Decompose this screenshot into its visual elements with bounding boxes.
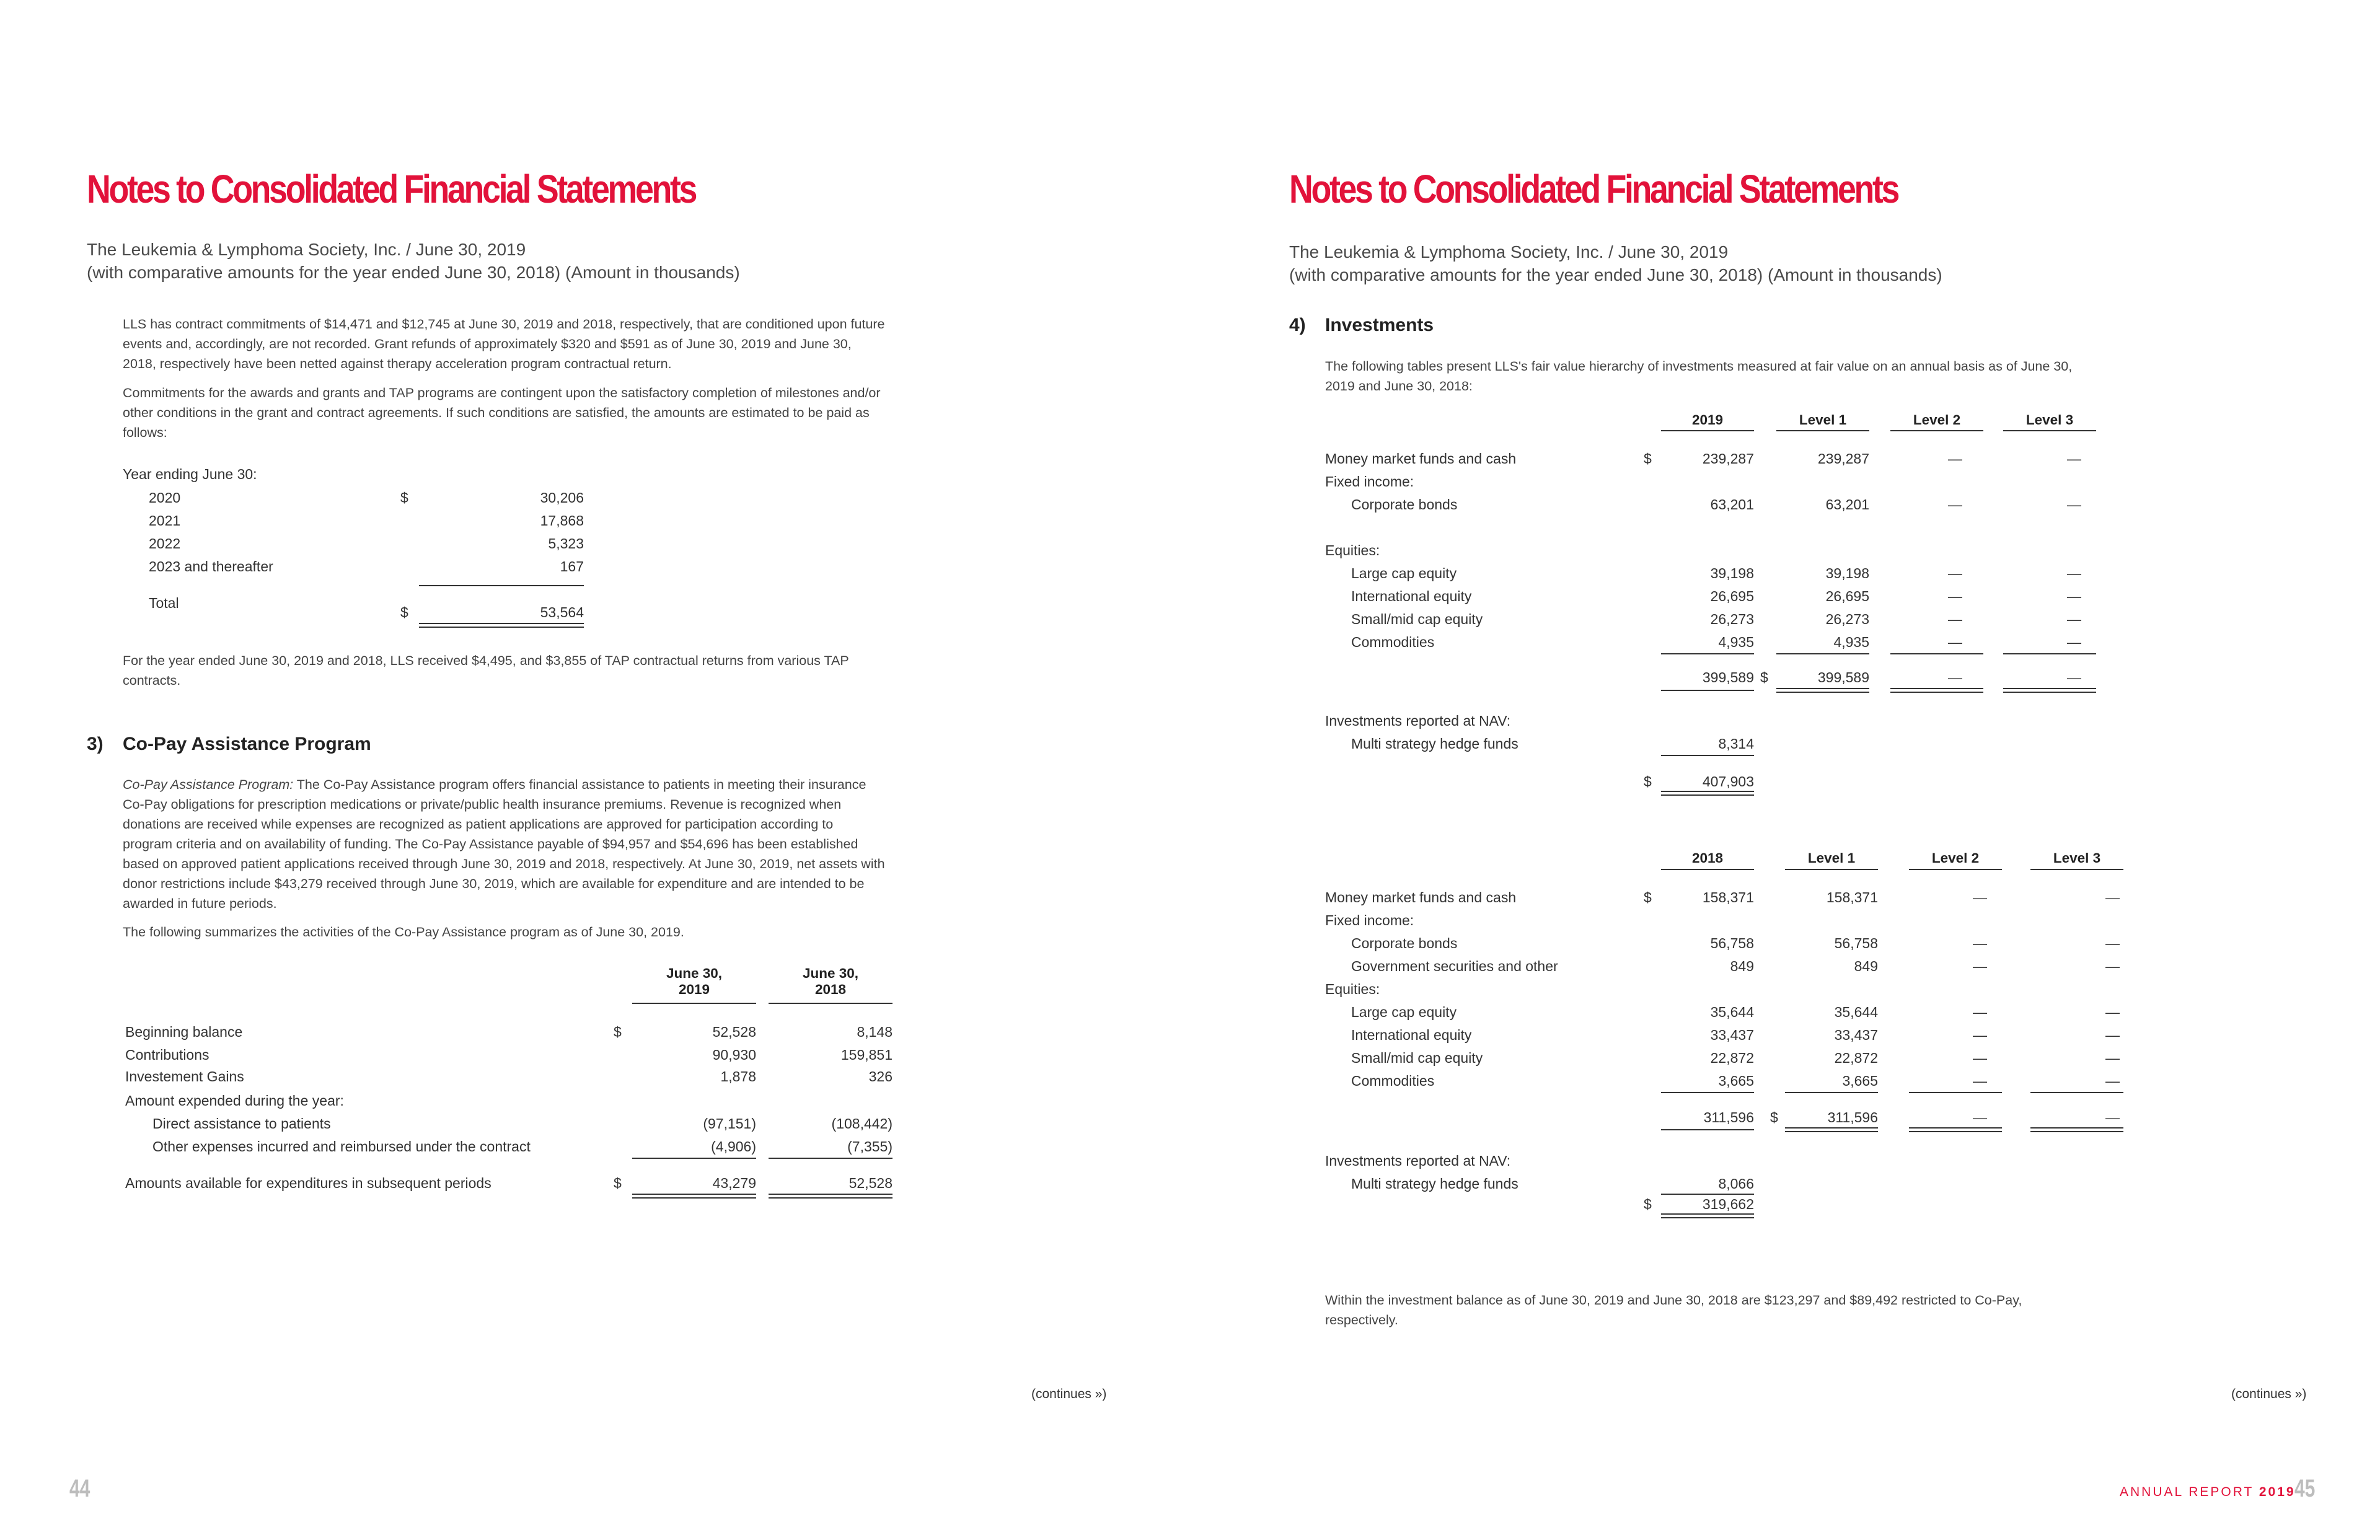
inv-value-level2: — (1973, 1004, 1987, 1020)
copay-row-label: Beginning balance (125, 1024, 243, 1040)
inv-row-label: International equity (1351, 588, 1472, 604)
inv-value-total: 849 (1730, 958, 1754, 974)
col-header-line: 2019 (678, 982, 710, 997)
inv-value-level1: 3,665 (1842, 1073, 1878, 1089)
schedule-row-label: 2021 (149, 513, 181, 529)
copay-total-2018: 52,528 (848, 1175, 892, 1191)
dollar-sign: $ (1770, 1109, 1778, 1125)
header-rule (1661, 430, 1754, 431)
double-rule (1776, 688, 1869, 693)
inv-value-total: 158,371 (1702, 889, 1754, 905)
schedule-total-label: Total (149, 595, 179, 611)
inv-value-total: 63,201 (1710, 496, 1754, 513)
subtotal-rule (1661, 653, 1754, 654)
inv-row-label: Large cap equity (1351, 565, 1457, 581)
col-header-line: 2018 (814, 982, 847, 997)
inv-value-level3: — (2105, 935, 2120, 951)
inv-row-label: Money market funds and cash (1325, 451, 1517, 467)
dollar-sign: $ (1644, 773, 1652, 790)
col-header-2018: 2018 (1691, 850, 1724, 866)
inv-value-level3: — (2067, 451, 2081, 467)
header-rule (1890, 430, 1983, 431)
inv-value-level3: — (2105, 1073, 2120, 1089)
col-header-level3: Level 3 (2053, 850, 2101, 866)
inv-value-level3: — (2105, 958, 2120, 974)
schedule-row-value: 5,323 (548, 535, 584, 552)
subtotal-level3: — (2067, 669, 2081, 685)
copay-row-label: Other expenses incurred and reimbursed under the contract (152, 1138, 531, 1155)
section-heading-copay: Co-Pay Assistance Program (123, 734, 371, 754)
inv-value-level2: — (1948, 451, 1962, 467)
subtotal-total: 399,589 (1702, 669, 1754, 685)
copay-row-label: Direct assistance to patients (152, 1115, 331, 1132)
header-rule (1785, 869, 1878, 870)
subtotal-rule (1661, 755, 1754, 756)
schedule-row-value: 30,206 (540, 490, 584, 506)
schedule-row-label: 2020 (149, 490, 181, 506)
inv-value-level1: 35,644 (1834, 1004, 1878, 1020)
schedule-total-double-rule (419, 623, 584, 628)
inv-value-level1: 22,872 (1834, 1050, 1878, 1066)
inv-value-total: 33,437 (1710, 1027, 1754, 1043)
header-rule (1909, 869, 2002, 870)
inv-value-total: 39,198 (1710, 565, 1754, 581)
inv-row-label: Small/mid cap equity (1351, 611, 1483, 627)
total-double-rule (769, 1194, 892, 1199)
double-rule (2003, 688, 2096, 693)
page-title-left: Notes to Consolidated Financial Statements (87, 167, 696, 211)
subtotal-level2: — (1973, 1109, 1987, 1125)
inv-value-level1: 39,198 (1825, 565, 1869, 581)
subtitle-line-2: (with comparative amounts for the year ended June 30, 2018) (Amount in thousands) (1289, 265, 1942, 284)
inv-value-level2: — (1973, 1073, 1987, 1089)
subtotal-level1: 399,589 (1817, 669, 1869, 685)
schedule-row-value: 17,868 (540, 513, 584, 529)
double-rule (1909, 1127, 2002, 1132)
inv-value-total: 26,273 (1710, 611, 1754, 627)
paragraph-copay-restriction: Within the investment balance as of June 30, 2019 and June 30, 2018 are $123,297 and $89,492 restricted to Co-Pay, respectively. (1325, 1293, 2022, 1327)
copay-dollar-sign: $ (614, 1024, 622, 1040)
paragraph-copay-summary: The following summarizes the activities of the Co-Pay Assistance program as of June 30, 2019. (123, 925, 684, 939)
section-number: 3) (87, 734, 104, 754)
paragraph-fair-value: The following tables present LLS's fair value hierarchy of investments measured at fair value on an annual basis as of June 30, 2019 and June 30, 2018: (1325, 359, 2073, 394)
copay-value-2018: 159,851 (840, 1047, 892, 1063)
copay-lead-text: Co-Pay Assistance Program: (123, 777, 294, 792)
subtotal-rule (1661, 1194, 1754, 1195)
subtotal-rule (1890, 653, 1983, 654)
subtotal-rule (2003, 653, 2096, 654)
dollar-sign: $ (1644, 451, 1652, 467)
copay-total-label: Amounts available for expenditures in subsequent periods (125, 1175, 491, 1191)
copay-value-2019: (97,151) (703, 1115, 756, 1132)
inv-value-level3: — (2067, 611, 2081, 627)
copay-body-text: The Co-Pay Assistance program offers financial assistance to patients in meeting their insurance Co-Pay obligations for prescription medications or private/public health insurance premiums. Revenue is recognized when donations are received while expenses are recognized as patient applications are approved for participation according to program criteria and on availability of funding. The Co-Pay Assistance payable of $94,957 and $54,696 has been established based on approved patient applications received through June 30, 2019 and 2018, respectively. At June 30, 2019, net assets with donor restrictions include $43,279 received through June 30, 2019, which are available for expenditure and are intended to be awarded in future periods. (123, 777, 885, 911)
section-heading-investments: Investments (1325, 315, 1434, 335)
subtotal-rule (1909, 1092, 2002, 1093)
inv-group-label: Investments reported at NAV: (1325, 713, 1511, 729)
inv-value-total: 56,758 (1710, 935, 1754, 951)
header-rule (2003, 430, 2096, 431)
dollar-sign: $ (1760, 669, 1768, 685)
inv-value-total: 3,665 (1718, 1073, 1754, 1089)
copay-value-2019: 90,930 (712, 1047, 756, 1063)
inv-grand-total: 407,903 (1702, 773, 1754, 790)
col-header-2019: 2019 (1691, 412, 1724, 428)
subtotal-level1: 311,596 (1827, 1109, 1878, 1125)
copay-value-2018: (7,355) (847, 1138, 892, 1155)
total-double-rule (632, 1194, 756, 1199)
col-header-june-2019 (632, 966, 756, 998)
col-header-level3: Level 3 (2025, 412, 2074, 428)
inv-value-level2: — (1973, 935, 1987, 951)
inv-row-label: Small/mid cap equity (1351, 1050, 1483, 1066)
subtotal-total: 311,596 (1703, 1109, 1754, 1125)
header-rule (1661, 869, 1754, 870)
inv-row-label: Corporate bonds (1351, 935, 1458, 951)
subtotal-under-rule (1661, 690, 1754, 691)
inv-row-label: Multi strategy hedge funds (1351, 736, 1518, 752)
inv-value-level3: — (2105, 1027, 2120, 1043)
inv-value-level3: — (2105, 1050, 2120, 1066)
footer-label: ANNUAL REPORT (2120, 1485, 2254, 1499)
schedule-heading: Year ending June 30: (123, 466, 257, 482)
continues-link-right: (continues ») (2231, 1387, 2307, 1401)
dollar-sign: $ (1644, 889, 1652, 905)
inv-value-level1: 26,273 (1825, 611, 1869, 627)
inv-value-level1: 33,437 (1834, 1027, 1878, 1043)
inv-value-level1: 56,758 (1834, 935, 1878, 951)
subtotal-rule (1661, 1092, 1754, 1093)
inv-value-total: 22,872 (1710, 1050, 1754, 1066)
double-rule (1890, 688, 1983, 693)
subtotal-rule (769, 1158, 892, 1159)
inv-value-level1: 158,371 (1826, 889, 1878, 905)
inv-value-level3: — (2067, 496, 2081, 513)
section-number: 4) (1289, 315, 1306, 335)
inv-value-level3: — (2105, 889, 2120, 905)
inv-group-label: Equities: (1325, 981, 1380, 997)
inv-value-level1: 4,935 (1833, 634, 1869, 650)
inv-row-label: Commodities (1351, 1073, 1435, 1089)
schedule-total-value: 53,564 (540, 604, 584, 620)
inv-value-total: 8,314 (1718, 736, 1754, 752)
schedule-row-label: 2023 and thereafter (149, 558, 273, 574)
inv-value-level2: — (1973, 1050, 1987, 1066)
inv-value-total: 239,287 (1702, 451, 1754, 467)
inv-value-total: 26,695 (1710, 588, 1754, 604)
inv-value-level3: — (2105, 1004, 2120, 1020)
footer-annual-report (2120, 1485, 2296, 1500)
subtitle-line-1: The Leukemia & Lymphoma Society, Inc. / June 30, 2019 (1289, 242, 1729, 262)
subtotal-rule (1785, 1092, 1878, 1093)
inv-row-label: International equity (1351, 1027, 1472, 1043)
inv-value-total: 8,066 (1718, 1176, 1754, 1192)
double-rule (1661, 791, 1754, 796)
col-header-level2: Level 2 (1913, 412, 1961, 428)
subtotal-level3: — (2105, 1109, 2120, 1125)
copay-total-2019: 43,279 (712, 1175, 756, 1191)
double-rule (2030, 1127, 2123, 1132)
schedule-row-label: 2022 (149, 535, 181, 552)
subtitle-line-2: (with comparative amounts for the year ended June 30, 2018) (Amount in thousands) (87, 263, 740, 282)
double-rule (1661, 1213, 1754, 1218)
inv-group-label: Fixed income: (1325, 473, 1414, 490)
page-title-right: Notes to Consolidated Financial Statements (1289, 167, 1898, 211)
copay-row-label: Amount expended during the year: (125, 1093, 344, 1109)
copay-value-2018: 8,148 (857, 1024, 892, 1040)
inv-value-level2: — (1948, 611, 1962, 627)
dollar-sign: $ (1644, 1196, 1652, 1212)
inv-group-label: Fixed income: (1325, 912, 1414, 928)
subtotal-rule (2030, 1092, 2123, 1093)
schedule-subtotal-rule (419, 585, 584, 586)
inv-value-total: 35,644 (1710, 1004, 1754, 1020)
inv-value-level2: — (1973, 1027, 1987, 1043)
inv-row-label: Government securities and other (1351, 958, 1558, 974)
inv-value-level2: — (1948, 588, 1962, 604)
col-header-line: June 30, (802, 966, 859, 981)
inv-value-level3: — (2067, 634, 2081, 650)
inv-row-label: Commodities (1351, 634, 1435, 650)
copay-value-2019: (4,906) (711, 1138, 756, 1155)
col-header-level1: Level 1 (1807, 850, 1856, 866)
inv-grand-total: 319,662 (1702, 1196, 1754, 1212)
page-number-right: 45 (2294, 1475, 2316, 1502)
header-rule (2030, 869, 2123, 870)
copay-row-label: Investement Gains (125, 1068, 244, 1085)
inv-value-level2: — (1973, 889, 1987, 905)
paragraph-tap-returns: For the year ended June 30, 2019 and 2018, LLS received $4,495, and $3,855 of TAP contractual returns from various TAP contracts. (123, 653, 849, 688)
inv-value-level2: — (1973, 958, 1987, 974)
header-rule (632, 1003, 756, 1004)
inv-row-label: Multi strategy hedge funds (1351, 1176, 1518, 1192)
inv-value-level2: — (1948, 634, 1962, 650)
copay-value-2018: 326 (868, 1068, 892, 1085)
inv-value-level3: — (2067, 565, 2081, 581)
header-rule (1776, 430, 1869, 431)
subtitle-line-1: The Leukemia & Lymphoma Society, Inc. / June 30, 2019 (87, 240, 526, 259)
copay-total-dollar: $ (614, 1175, 622, 1191)
inv-group-label: Equities: (1325, 542, 1380, 558)
subtotal-rule (1776, 653, 1869, 654)
inv-value-level1: 26,695 (1825, 588, 1869, 604)
header-rule (769, 1003, 892, 1004)
schedule-row-value: 167 (560, 558, 584, 574)
inv-value-level1: 239,287 (1817, 451, 1869, 467)
col-header-june-2018 (769, 966, 892, 998)
continues-link-left: (continues ») (1031, 1387, 1107, 1401)
inv-value-level2: — (1948, 496, 1962, 513)
col-header-line: June 30, (666, 966, 723, 981)
copay-value-2019: 52,528 (712, 1024, 756, 1040)
inv-value-total: 4,935 (1718, 634, 1754, 650)
inv-row-label: Large cap equity (1351, 1004, 1457, 1020)
paragraph-copay-program (123, 775, 885, 913)
schedule-total-dollar: $ (400, 604, 408, 620)
inv-row-label: Money market funds and cash (1325, 889, 1517, 905)
copay-row-label: Contributions (125, 1047, 209, 1063)
inv-value-level1: 849 (1854, 958, 1878, 974)
paragraph-commitments-conditions: Commitments for the awards and grants and TAP programs are contingent upon the satisfactory completion of milestones and/or other conditions in the grant and contract agreements. If such conditions are satisfied, the amounts are estimated to be paid as follows: (123, 385, 881, 440)
inv-value-level2: — (1948, 565, 1962, 581)
footer-year: 2019 (2259, 1485, 2296, 1499)
page-number-left: 44 (69, 1475, 90, 1502)
inv-value-level1: 63,201 (1825, 496, 1869, 513)
copay-value-2019: 1,878 (720, 1068, 756, 1085)
paragraph-contract-commitments: LLS has contract commitments of $14,471 and $12,745 at June 30, 2019 and 2018, respectively, that are conditioned upon future events and, accordingly, are not recorded. Grant refunds of approximately $320 and $591 as of June 30, 2019 and June 30, 2018, respectively have been netted against therapy acceleration program contractual return. (123, 317, 885, 371)
subtotal-rule (632, 1158, 756, 1159)
subtotal-under-rule (1661, 1129, 1754, 1130)
inv-group-label: Investments reported at NAV: (1325, 1153, 1511, 1169)
inv-value-level3: — (2067, 588, 2081, 604)
col-header-level2: Level 2 (1931, 850, 1980, 866)
copay-value-2018: (108,442) (831, 1115, 892, 1132)
subtotal-level2: — (1948, 669, 1962, 685)
double-rule (1785, 1127, 1878, 1132)
col-header-level1: Level 1 (1799, 412, 1847, 428)
inv-row-label: Corporate bonds (1351, 496, 1458, 513)
schedule-dollar-sign: $ (400, 490, 408, 506)
